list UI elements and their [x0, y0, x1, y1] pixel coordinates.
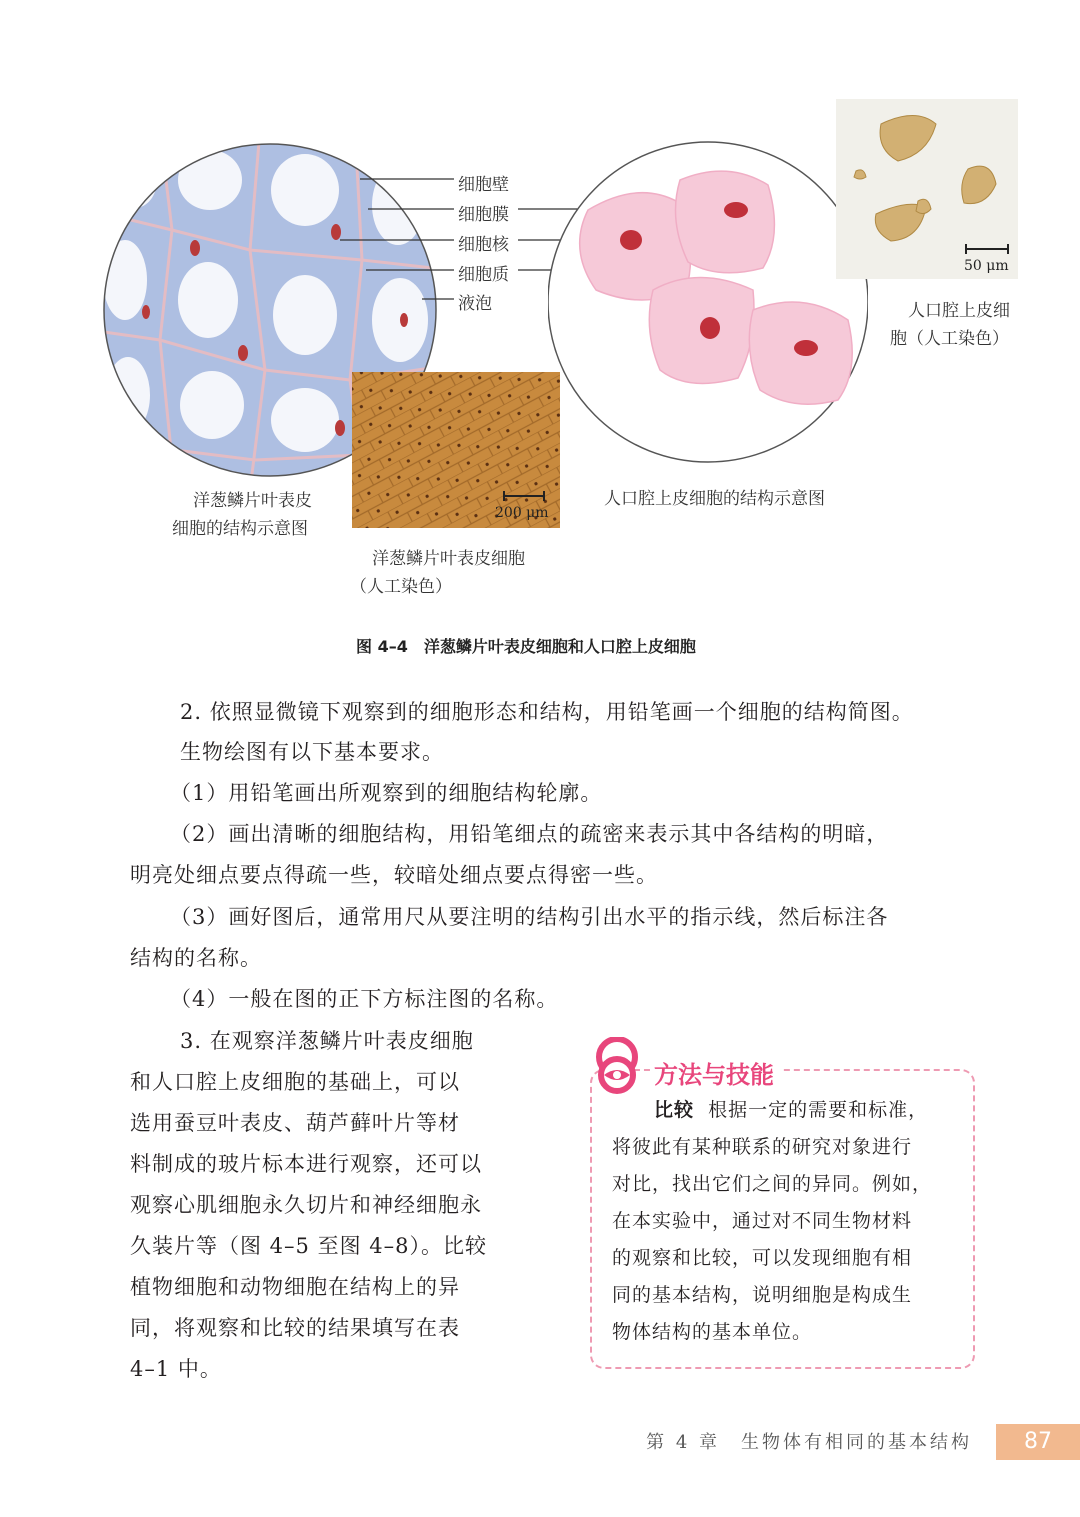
requirement-2-line2: 明亮处细点要点得疏一些，较暗处细点要点得密一些。 [130, 863, 658, 887]
paragraph-3-line1: 3. 在观察洋葱鳞片叶表皮细胞 [180, 1029, 474, 1053]
requirement-3-line2: 结构的名称。 [130, 946, 262, 970]
paragraph-3-line4: 料制成的玻片标本进行观察，还可以 [130, 1152, 482, 1176]
method-line: 对比，找出它们之间的异同。例如， [612, 1173, 933, 1195]
method-box-first-line [612, 1092, 962, 1129]
method-box-text [612, 1092, 962, 1351]
requirement-1: （1）用铅笔画出所观察到的细胞结构轮廓。 [170, 781, 603, 805]
page-number: 87 [996, 1424, 1080, 1460]
label-cell-membrane: 细胞膜 [458, 205, 509, 225]
onion-photo-caption-line2: （人工染色） [350, 577, 452, 597]
method-line: 在本实验中，通过对不同生物材料 [612, 1210, 913, 1232]
requirement-2-line1: （2）画出清晰的细胞结构，用铅笔细点的疏密来表示其中各结构的明暗， [170, 822, 889, 846]
requirement-3-line1: （3）画好图后，通常用尺从要注明的结构引出水平的指示线，然后标注各 [170, 905, 889, 929]
figure-4-4 [0, 0, 1080, 656]
paragraph-3-line9: 4–1 中。 [130, 1357, 222, 1381]
figure-caption: 图 4–4 洋葱鳞片叶表皮细胞和人口腔上皮细胞 [356, 637, 696, 656]
paragraph-2-line1: 2. 依照显微镜下观察到的细胞形态和结构，用铅笔画一个细胞的结构简图。 [180, 700, 914, 724]
method-term: 比较 [654, 1099, 695, 1121]
paragraph-3-line2: 和人口腔上皮细胞的基础上，可以 [130, 1070, 460, 1094]
method-spacer [694, 1099, 708, 1121]
method-first-line-text: 根据一定的需要和标准， [708, 1099, 929, 1121]
requirement-4: （4）一般在图的正下方标注图的名称。 [170, 987, 559, 1011]
paragraph-3-line6: 久装片等（图 4–5 至图 4–8）。比较 [130, 1234, 487, 1258]
chapter-footer: 第 4 章 生物体有相同的基本结构 [646, 1432, 972, 1453]
onion-diagram-caption-line2: 细胞的结构示意图 [172, 519, 308, 539]
paragraph-3-line5: 观察心肌细胞永久切片和神经细胞永 [130, 1193, 482, 1217]
method-line: 物体结构的基本单位。 [612, 1321, 813, 1343]
onion-photo-caption-line1: 洋葱鳞片叶表皮细胞 [372, 549, 525, 569]
cheek-photo-caption-line1: 人口腔上皮细 [908, 301, 1010, 321]
paragraph-3-line8: 同，将观察和比较的结果填写在表 [130, 1316, 460, 1340]
method-box-title: 方法与技能 [652, 1055, 780, 1090]
method-line: 同的基本结构，说明细胞是构成生 [612, 1284, 913, 1306]
cheek-cell-diagram [548, 140, 868, 470]
paragraph-3-line7: 植物细胞和动物细胞在结构上的异 [130, 1275, 460, 1299]
eye-icon [592, 1037, 642, 1095]
method-line: 将彼此有某种联系的研究对象进行 [612, 1136, 913, 1158]
onion-scale-label: 200 μm [495, 505, 549, 521]
cheek-diagram-caption: 人口腔上皮细胞的结构示意图 [604, 489, 825, 509]
paragraph-3-line3: 选用蚕豆叶表皮、葫芦藓叶片等材 [130, 1111, 460, 1135]
label-cell-wall: 细胞壁 [458, 175, 509, 195]
cheek-scale-label: 50 μm [964, 258, 1009, 274]
method-line: 的观察和比较，可以发现细胞有相 [612, 1247, 913, 1269]
label-vacuole: 液泡 [458, 294, 492, 314]
cheek-micrograph [836, 99, 1018, 279]
label-nucleus: 细胞核 [458, 235, 509, 255]
cheek-photo-caption-line2: 胞（人工染色） [890, 329, 1009, 349]
paragraph-2-line2: 生物绘图有以下基本要求。 [180, 740, 444, 764]
onion-diagram-caption-line1: 洋葱鳞片叶表皮 [193, 491, 312, 511]
label-cytoplasm: 细胞质 [458, 265, 509, 285]
